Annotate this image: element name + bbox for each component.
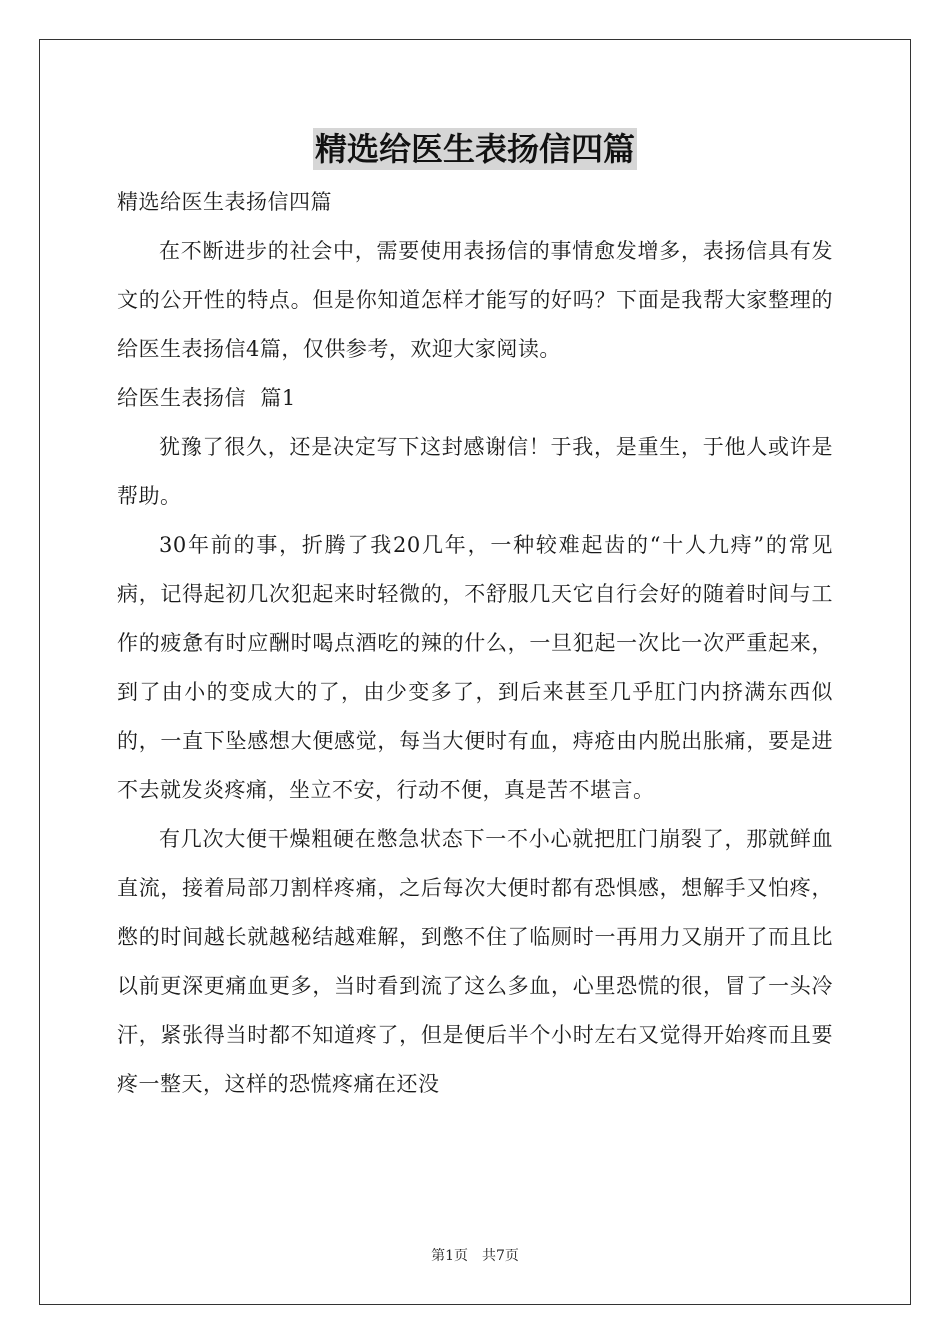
- page-number: 第1页: [431, 1248, 468, 1264]
- page-total: 共7页: [482, 1248, 519, 1264]
- body-paragraph-2: 30年前的事，折腾了我20几年，一种较难起齿的“十人九痔”的常见病，记得起初几次犯起来时轻微的，不舒服几天它自行会好的随着时间与工作的疲惫有时应酬时喝点酒吃的辣的什么，一旦犯起一次比一次严重起来，到了由小的变成大的了，由少变多了，到后来甚至几乎肛门内挤满东西似的，一直下坠感想大便感觉，每当大便时有血，痔疮由内脱出胀痛，要是进不去就发炎疼痛，坐立不安，行动不便，真是苦不堪言。: [117, 533, 833, 802]
- title-container: [0, 128, 950, 170]
- body-paragraph-1: 犹豫了很久，还是决定写下这封感谢信！于我，是重生，于他人或许是帮助。: [117, 435, 833, 508]
- document-subtitle: 精选给医生表扬信四篇: [117, 190, 332, 214]
- document-title: 精选给医生表扬信四篇: [314, 130, 635, 168]
- intro-paragraph: 在不断进步的社会中，需要使用表扬信的事情愈发增多，表扬信具有发文的公开性的特点。但是你知道怎样才能写的好吗？下面是我帮大家整理的给医生表扬信4篇，仅供参考，欢迎大家阅读。: [117, 239, 833, 361]
- page-footer: [0, 1245, 950, 1265]
- section-heading: 给医生表扬信 篇1: [117, 386, 296, 410]
- body-paragraph-3: 有几次大便干燥粗硬在憋急状态下一不小心就把肛门崩裂了，那就鲜血直流，接着局部刀割样疼痛，之后每次大便时都有恐惧感，想解手又怕疼，憋的时间越长就越秘结越难解，到憋不住了临厕时一再用力又崩开了而且比以前更深更痛血更多，当时看到流了这么多血，心里恐慌的很，冒了一头冷汗，紧张得当时都不知道疼了，但是便后半个小时左右又觉得开始疼而且要疼一整天，这样的恐慌疼痛在还没: [117, 827, 833, 1096]
- document-body: [117, 178, 833, 1109]
